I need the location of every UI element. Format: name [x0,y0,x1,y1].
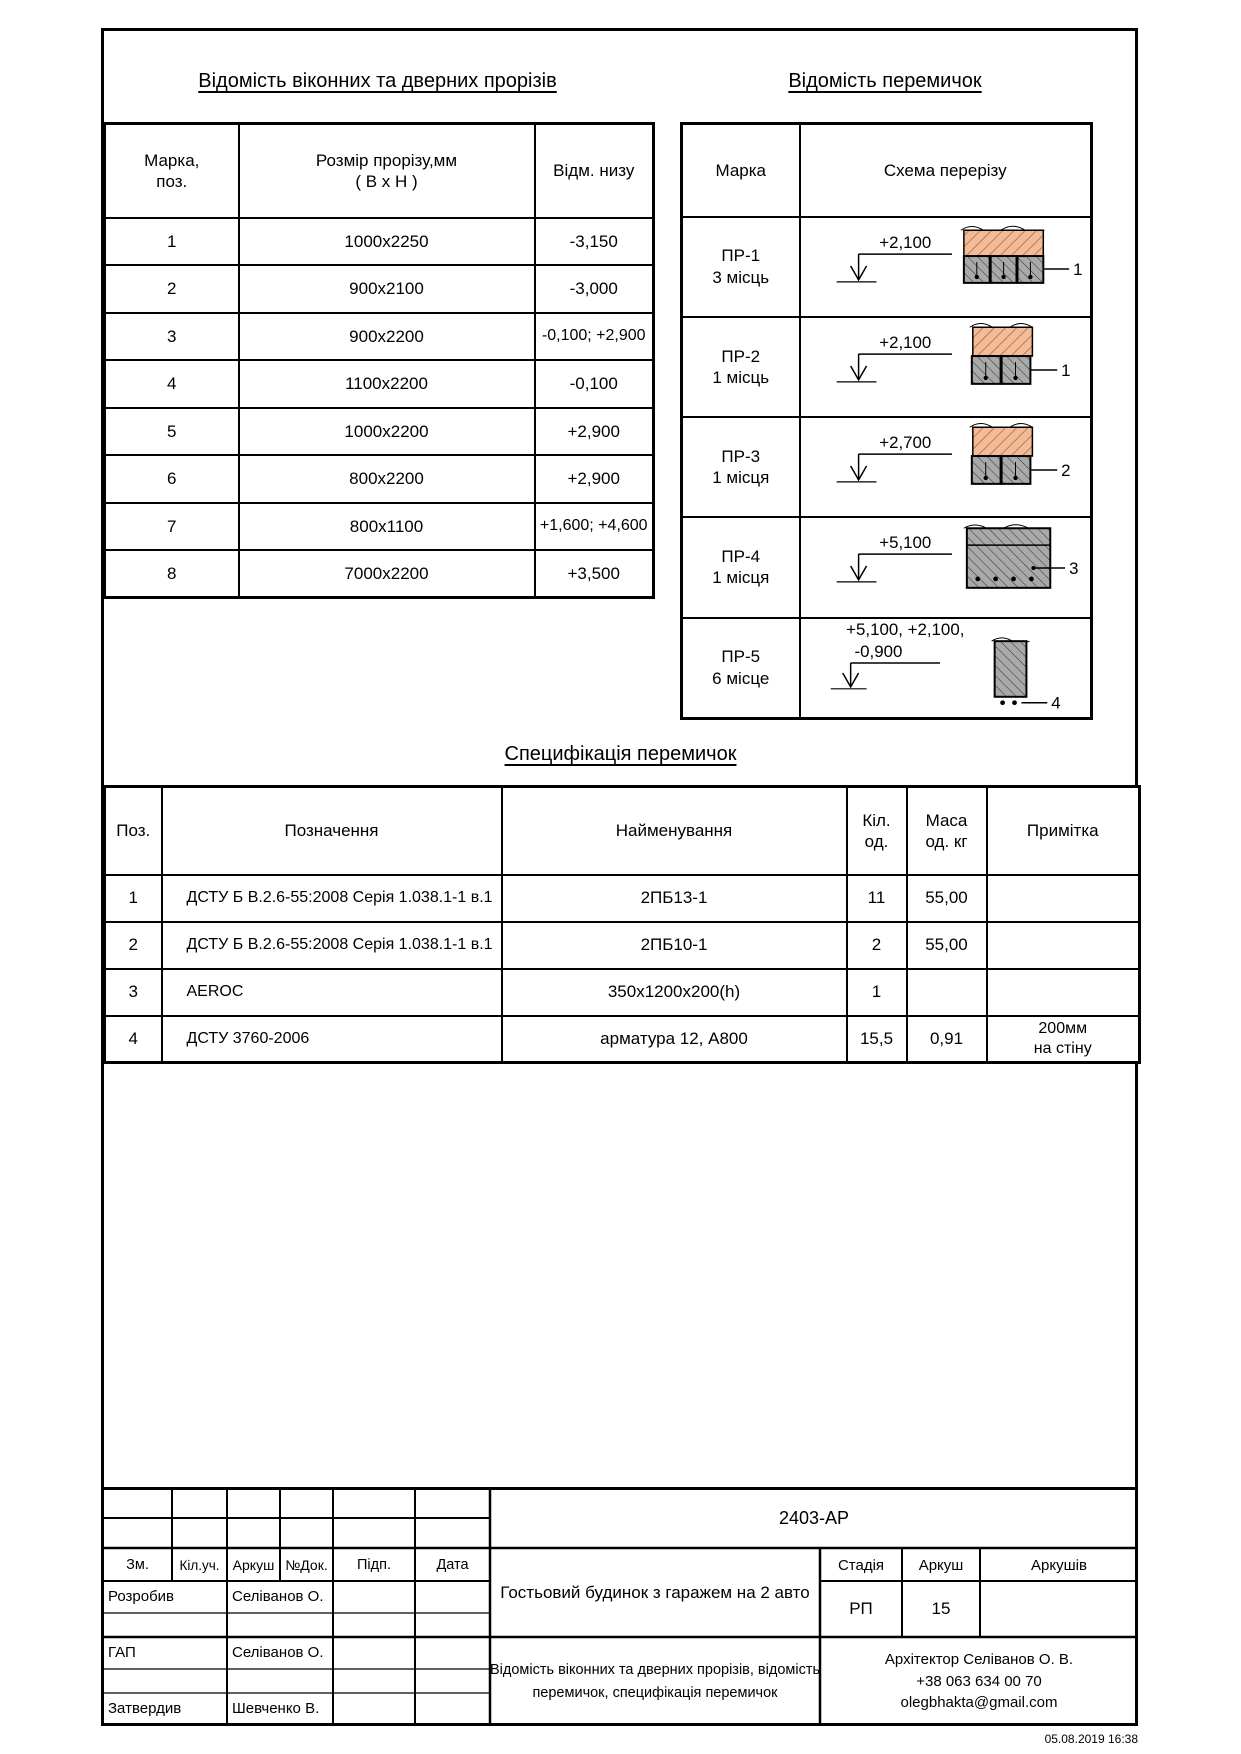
callout-number: 1 [1061,360,1071,380]
elevation-mark-symbol [837,554,952,582]
developed-label: Розробив [108,1588,175,1605]
lintels-col-scheme: Схема перерізу [800,124,1092,217]
opening-size: 900x2100 [239,265,535,313]
col-arkush-label: Аркуш [232,1557,275,1573]
lintel-scheme [800,217,1092,317]
spec-pos: 2 [105,922,162,969]
opening-elevation: -0,100 [535,360,654,408]
spec-qty: 11 [847,875,907,922]
spec-qty: 2 [847,922,907,969]
table-row [105,455,654,503]
table-row [105,503,654,551]
table-row [682,217,1092,317]
opening-elevation: -3,150 [535,218,654,266]
spec-name: 2ПБ10-1 [502,922,847,969]
lintel-scheme [800,517,1092,617]
architect-info: Архітектор Селіванов О. В. +38 063 634 00 70 olegbhakta@gmail.com [884,1650,1074,1712]
col-kiluch-label: Кіл.уч. [179,1558,220,1573]
lintels-header-row [682,124,1092,217]
spec-designation: AEROC [162,969,502,1016]
spec-table-title: Специфікація перемичок [504,743,737,765]
elevation-mark-label: +5,100, +2,100, [846,619,965,639]
callout-number: 3 [1069,559,1079,579]
opening-elevation: +2,900 [535,408,654,456]
spec-qty: 1 [847,969,907,1016]
opening-size: 1100x2200 [239,360,535,408]
spec-mass [907,969,987,1016]
lintel-mark: ПР-5 6 місце [682,618,800,719]
project-name: Гостьовий будинок з гаражем на 2 авто [500,1582,810,1602]
lintel-blocks [972,456,1031,484]
sheets-label: Аркушів [1031,1557,1087,1574]
spec-col-mass: Маса од. кг [907,787,987,875]
col-zm-label: Зм. [126,1557,149,1573]
print-timestamp: 05.08.2019 16:38 [1044,1732,1138,1746]
gap-name: Селіванов О. [232,1644,324,1661]
spec-designation: ДСТУ Б В.2.6-55:2008 Серія 1.038.1-1 в.1 [162,875,502,922]
opening-mark: 5 [105,408,239,456]
table-row [682,517,1092,617]
title-block [103,1487,1138,1726]
lintel-scheme [800,317,1092,417]
callout-number: 2 [1061,460,1071,480]
spec-mass: 55,00 [907,922,987,969]
approved-name: Шевченко В. [232,1700,320,1717]
sheet-value: 15 [931,1599,951,1618]
spec-header-row [105,787,1140,875]
masonry-block [973,427,1033,456]
lintel-blocks [972,356,1031,384]
col-pidp-label: Підп. [357,1557,391,1573]
opening-mark: 1 [105,218,239,266]
monolithic-lintel [967,529,1050,589]
sheets-value [980,1583,1138,1635]
spec-pos: 1 [105,875,162,922]
lintel-section-diagram [801,318,1089,411]
spec-pos: 3 [105,969,162,1016]
openings-table [103,122,655,599]
opening-size: 900x2200 [239,313,535,361]
spec-note [987,875,1140,922]
openings-header-row [105,124,654,218]
table-row [682,417,1092,517]
opening-elevation: -0,100; +2,900 [535,313,654,361]
opening-elevation: +1,600; +4,600 [535,503,654,551]
lintels-table [680,122,1093,720]
elevation-mark-label: -0,900 [854,641,903,661]
spec-col-designation: Позначення [162,787,502,875]
elevation-mark-symbol [837,454,952,482]
elevation-mark-symbol [837,354,952,382]
elevation-mark-symbol [837,254,952,282]
table-row [105,218,654,266]
lintel-section-diagram [801,218,1089,311]
spec-designation: ДСТУ 3760-2006 [162,1016,502,1063]
masonry-block [964,230,1043,256]
spec-table [103,785,1141,1064]
opening-size: 7000x2200 [239,550,535,598]
elevation-mark-symbol [831,663,940,689]
opening-mark: 2 [105,265,239,313]
spec-note [987,922,1140,969]
spec-col-name: Найменування [502,787,847,875]
spec-mass: 0,91 [907,1016,987,1063]
spec-note: 200мм на стіну [987,1016,1140,1063]
openings-col-elev: Відм. низу [535,124,654,218]
masonry-block [973,327,1033,356]
lintel-mark: ПР-1 3 місць [682,217,800,317]
openings-col-size: Розмір прорізу,мм ( В x Н ) [239,124,535,218]
stage-label: Стадія [837,1557,885,1574]
table-row [682,317,1092,417]
table-row [105,922,1140,969]
elevation-mark-label: +5,100 [879,533,932,553]
spec-col-pos: Поз. [105,787,162,875]
table-row [105,265,654,313]
callout-number: 4 [1051,693,1061,712]
lintel-section-diagram [801,619,1089,712]
lintel-section-diagram [801,518,1089,611]
opening-elevation: +3,500 [535,550,654,598]
elevation-mark-label: +2,700 [879,433,932,453]
lintel-mark: ПР-3 1 місця [682,417,800,517]
spec-name: 2ПБ13-1 [502,875,847,922]
spec-col-note: Примітка [987,787,1140,875]
approved-label: Затвердив [108,1700,182,1717]
opening-size: 1000x2250 [239,218,535,266]
lintel-scheme [800,618,1092,719]
lintels-table-title: Відомість перемичок [788,70,982,92]
gap-label: ГАП [108,1644,136,1661]
sheet-label: Аркуш [918,1557,964,1574]
callout-number: 1 [1073,259,1083,279]
document-code: 2403-АР [778,1508,850,1528]
spec-qty: 15,5 [847,1016,907,1063]
lintel-mark: ПР-4 1 місця [682,517,800,617]
opening-size: 1000x2200 [239,408,535,456]
table-row [105,550,654,598]
opening-mark: 3 [105,313,239,361]
openings-table-title: Відомість віконних та дверних прорізів [198,70,557,92]
lintel-section-diagram [801,418,1089,511]
opening-elevation: +2,900 [535,455,654,503]
table-row [105,969,1140,1016]
lintel-mark: ПР-2 1 місць [682,317,800,417]
table-row [105,313,654,361]
lintel-scheme [800,417,1092,517]
opening-size: 800x2200 [239,455,535,503]
spec-name: 350x1200x200(h) [502,969,847,1016]
lintel-blocks [964,256,1043,283]
col-ndok-label: №Док. [285,1557,328,1573]
openings-col-mark: Марка, поз. [105,124,239,218]
table-row [682,618,1092,719]
sheet-title: Відомість віконних та дверних прорізів, відомість перемичок, специфікація перемичок [489,1662,821,1701]
spec-name: арматура 12, А800 [502,1016,847,1063]
spec-col-qty: Кіл. од. [847,787,907,875]
opening-mark: 4 [105,360,239,408]
spec-mass: 55,00 [907,875,987,922]
stage-value: РП [849,1599,873,1618]
opening-mark: 8 [105,550,239,598]
spec-note [987,969,1140,1016]
spec-designation: ДСТУ Б В.2.6-55:2008 Серія 1.038.1-1 в.1 [162,922,502,969]
opening-mark: 7 [105,503,239,551]
table-row [105,360,654,408]
opening-mark: 6 [105,455,239,503]
table-row [105,875,1140,922]
spec-pos: 4 [105,1016,162,1063]
table-row [105,408,654,456]
col-data-label: Дата [436,1557,469,1573]
elevation-mark-label: +2,100 [879,332,932,352]
developed-name: Селіванов О. [232,1588,324,1605]
opening-size: 800x1100 [239,503,535,551]
rebar-column [995,641,1027,705]
lintels-col-mark: Марка [682,124,800,217]
opening-elevation: -3,000 [535,265,654,313]
table-row [105,1016,1140,1063]
elevation-mark-label: +2,100 [879,232,932,252]
